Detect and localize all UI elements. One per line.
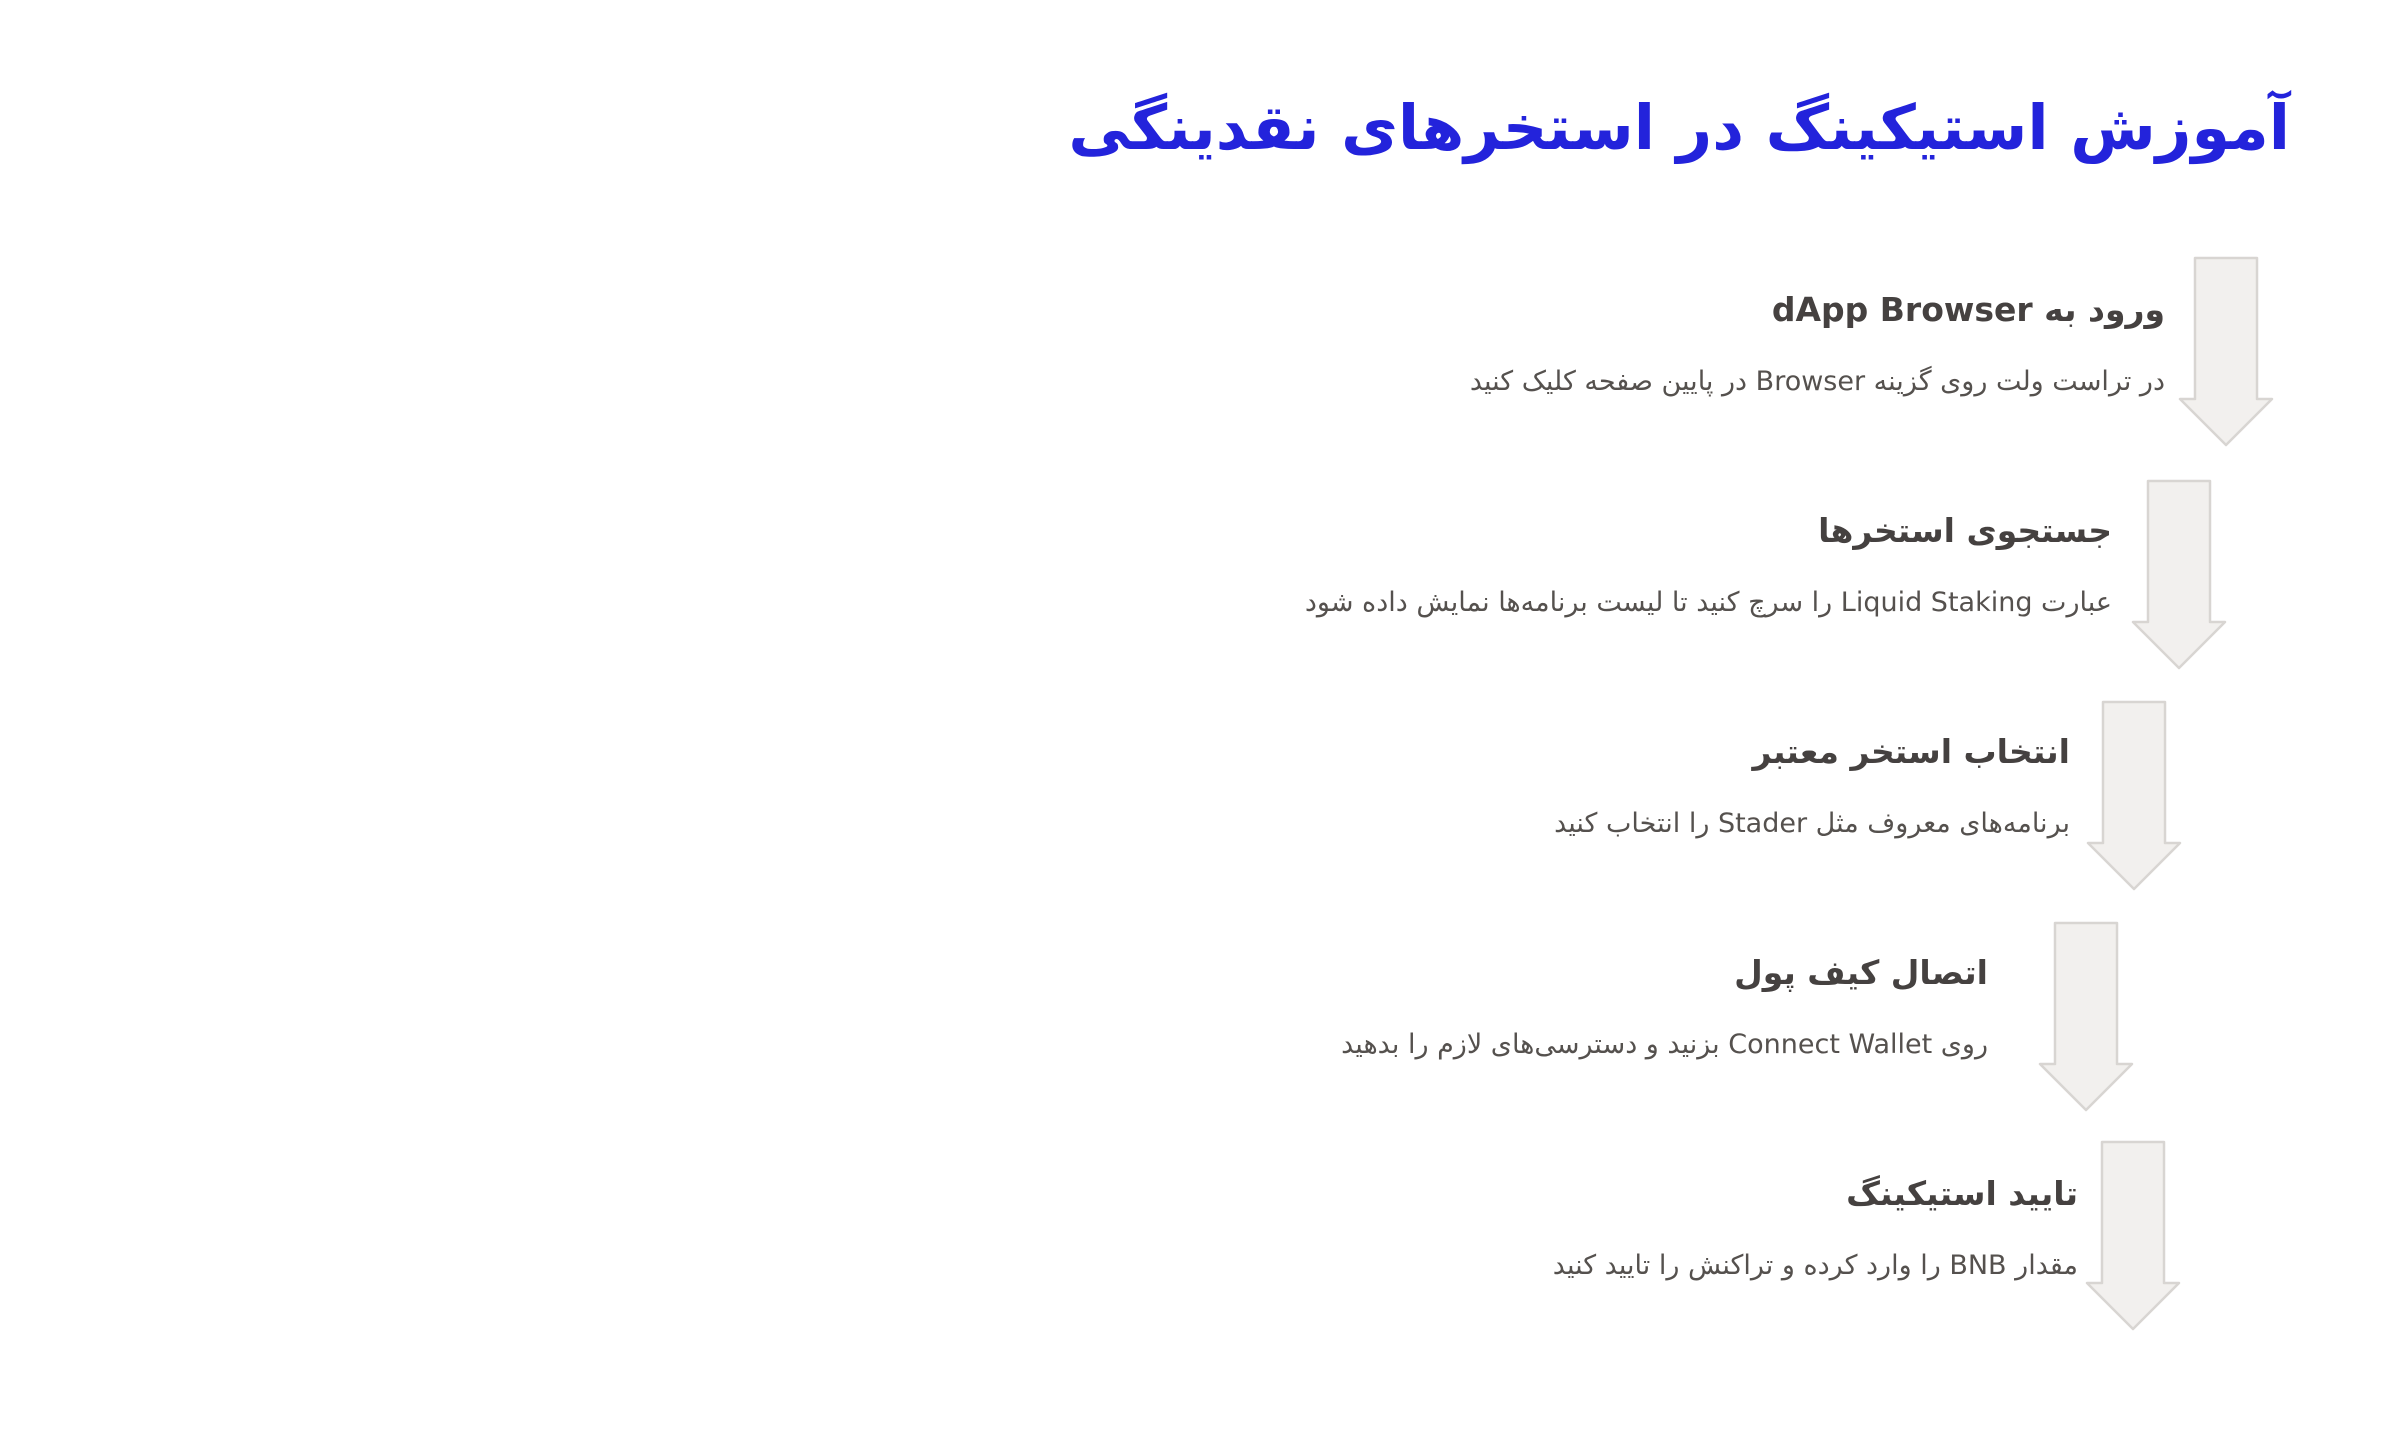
step-heading: تایید استیکینگ: [1846, 1174, 2078, 1213]
step-description: برنامه‌های معروف مثل Stader را انتخاب کنید: [1554, 807, 2070, 839]
step-description: روی Connect Wallet بزنید و دسترسی‌های لازم را بدهید: [1341, 1028, 1988, 1060]
down-arrow-icon: [2131, 479, 2227, 671]
step-block-5: [1553, 1172, 2078, 1284]
down-arrow-icon: [2085, 1140, 2181, 1332]
step-description: در تراست ولت روی گزینه Browser در پایین صفحه کلیک کنید: [1469, 365, 2165, 397]
step-description: مقدار BNB را وارد کرده و تراکنش را تایید کنید: [1552, 1249, 2078, 1281]
step-heading: اتصال کیف پول: [1734, 953, 1988, 992]
step-heading: ورود به dApp Browser: [1771, 290, 2165, 329]
down-arrow-icon: [2178, 256, 2274, 448]
down-arrow-icon: [2038, 921, 2134, 1113]
step-block-2: [1305, 509, 2112, 621]
step-block-1: [1470, 288, 2165, 400]
step-block-4: [1341, 951, 1988, 1063]
step-heading: جستجوی استخرها: [1818, 511, 2112, 550]
step-description: عبارت Liquid Staking را سرچ کنید تا لیست برنامه‌ها نمایش داده شود: [1304, 586, 2112, 618]
page-title: آموزش استیکینگ در استخرهای نقدینگی: [1068, 91, 2290, 164]
step-block-3: [1554, 730, 2070, 842]
step-heading: انتخاب استخر معتبر: [1752, 732, 2070, 771]
down-arrow-icon: [2086, 700, 2182, 892]
